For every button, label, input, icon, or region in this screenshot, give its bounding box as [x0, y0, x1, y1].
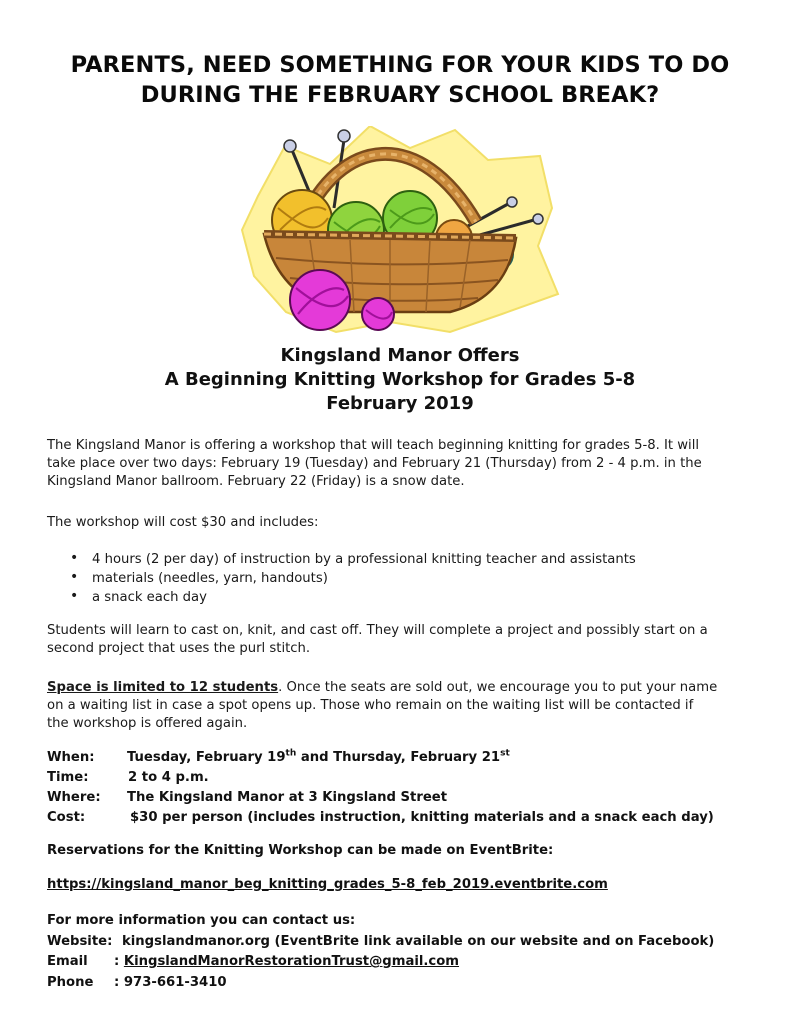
eventbrite-link[interactable]: https://kingsland_manor_beg_knitting_grades_5-8_feb_2019.eventbrite.com [47, 877, 608, 892]
students-line: Students will learn to cast on, knit, and cast off. They will complete a project and possibly start on a [47, 623, 708, 638]
where-value: The Kingsland Manor at 3 Kingsland Street [127, 790, 448, 805]
email-link[interactable]: KingslandManorRestorationTrust@gmail.com [123, 954, 460, 969]
phone-value: : 973-661-3410 [114, 974, 227, 990]
contact-heading: For more information you can contact us: [47, 913, 356, 928]
website-row [47, 932, 715, 953]
intro-line: take place over two days: February 19 (Tuesday) and February 21 (Thursday) from 2 - 4 p.m. in the [47, 456, 702, 472]
intro-paragraph [47, 437, 759, 492]
when-date-2: and Thursday, February 21 [296, 750, 501, 765]
email-label: Email [47, 954, 88, 969]
contact-block [47, 911, 715, 993]
email-separator: : [114, 954, 124, 969]
students-line: second project that uses the purl stitch. [47, 641, 311, 657]
space-paragraph [47, 679, 759, 734]
space-line-2: on a waiting list in case a spot opens up. Those who remain on the waiting list will be contacted if [47, 698, 694, 714]
event-details [47, 748, 777, 828]
cost-label: Cost: [47, 810, 86, 825]
subhead-line-3: February 2019 [326, 393, 474, 414]
when-suffix-2: st [500, 748, 510, 759]
time-value: 2 to 4 p.m. [128, 770, 209, 785]
includes-list [70, 550, 750, 607]
headline-line-2: DURING THE FEBRUARY SCHOOL BREAK? [140, 82, 660, 108]
time-row [47, 768, 777, 788]
knitting-basket-icon [240, 126, 560, 334]
website-value[interactable]: kingslandmanor.org (EventBrite link available on our website and on Facebook) [122, 933, 715, 949]
phone-row [47, 973, 355, 994]
intro-line: The Kingsland Manor is offering a workshop that will teach beginning knitting for grades 5-8. It will [47, 438, 700, 453]
where-row [47, 788, 777, 808]
when-value [127, 748, 510, 768]
phone-label: Phone [47, 974, 94, 990]
workshop-title [80, 344, 720, 416]
cost-row [47, 808, 777, 828]
email-value-wrap [114, 952, 459, 973]
cost-intro: The workshop will cost $30 and includes: [47, 515, 319, 530]
headline [20, 50, 780, 110]
subhead-line-2: A Beginning Knitting Workshop for Grades 5-8 [164, 369, 636, 390]
when-suffix-1: th [285, 748, 297, 759]
space-limited-notice: Space is limited to 12 students [47, 680, 279, 695]
list-item: • 4 hours (2 per day) of instruction by a professional knitting teacher and assistants [70, 550, 750, 569]
website-label: Website: [47, 933, 113, 949]
cost-value: $30 per person (includes instruction, knitting materials and a snack each day) [130, 810, 714, 825]
space-line-1-rest: . Once the seats are sold out, we encourage you to put your name [278, 680, 718, 695]
students-paragraph [47, 622, 759, 658]
when-label: When: [47, 750, 95, 765]
email-row [47, 952, 460, 973]
space-line-3: the workshop is offered again. [47, 716, 248, 732]
when-row [47, 748, 777, 768]
time-label: Time: [47, 770, 89, 785]
list-item: • materials (needles, yarn, handouts) [70, 569, 750, 588]
subhead-line-1: Kingsland Manor Offers [280, 345, 520, 366]
intro-line: Kingsland Manor ballroom. February 22 (Friday) is a snow date. [47, 474, 465, 490]
reservations-text: Reservations for the Knitting Workshop can be made on EventBrite: [47, 843, 554, 858]
when-date-1: Tuesday, February 19 [127, 750, 286, 765]
headline-line-1: PARENTS, NEED SOMETHING FOR YOUR KIDS TO DO [70, 52, 730, 78]
list-item: • a snack each day [70, 588, 750, 607]
where-label: Where: [47, 790, 101, 805]
